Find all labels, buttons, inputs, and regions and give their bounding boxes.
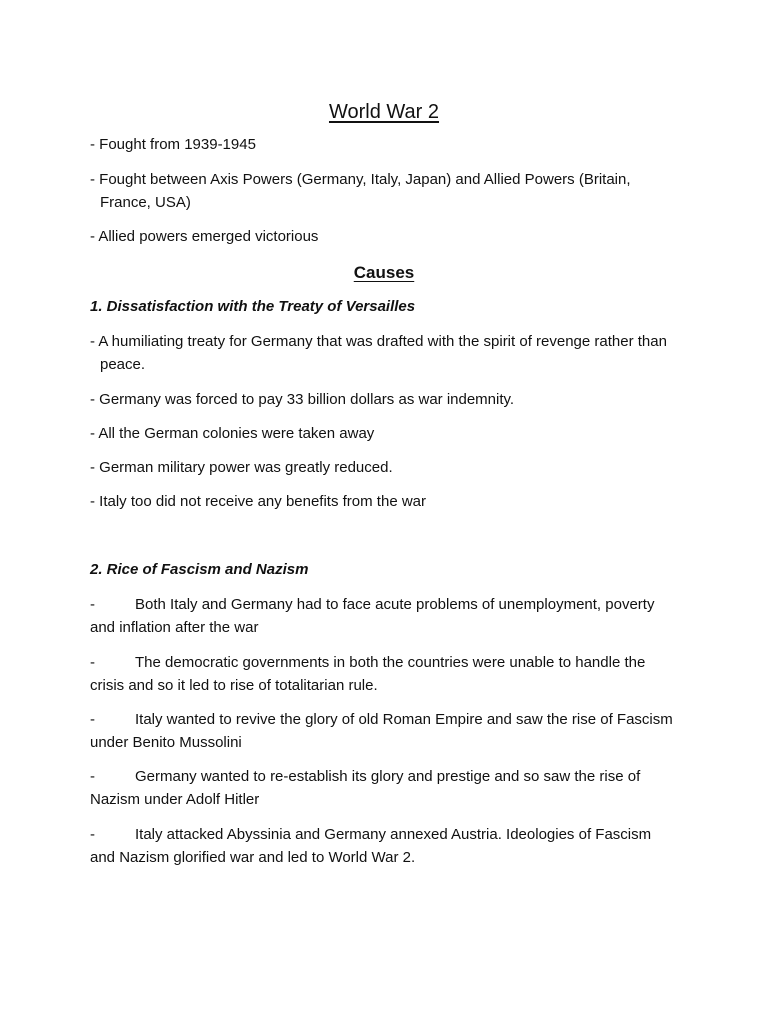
intro-item-1 bbox=[90, 133, 680, 156]
section2-item-1-dash: - bbox=[90, 596, 95, 613]
section2-item-5 bbox=[90, 823, 680, 869]
section2-item-3 bbox=[90, 708, 680, 754]
section1-heading: 1. Dissatisfaction with the Treaty of Versailles bbox=[90, 298, 416, 315]
section1-item-5 bbox=[90, 490, 680, 513]
section2-heading: 2. Rice of Fascism and Nazism bbox=[90, 561, 309, 578]
section2-item-4-text: Germany wanted to re-establish its glory and prestige and so saw the rise of Nazism under Adolf Hitler bbox=[90, 768, 641, 808]
section2-item-4-dash: - bbox=[90, 768, 95, 785]
section1-item-1-text: - A humiliating treaty for Germany that was drafted with the spirit of revenge rather than peace. bbox=[90, 333, 667, 373]
section2-item-2-dash: - bbox=[90, 654, 95, 671]
intro-item-2-text: - Fought between Axis Powers (Germany, Italy, Japan) and Allied Powers (Britain, France, USA) bbox=[90, 171, 631, 211]
section2-item-3-dash: - bbox=[90, 711, 95, 728]
section2-item-1 bbox=[90, 593, 680, 639]
section2-item-1-text: Both Italy and Germany had to face acute problems of unemployment, poverty and inflation after the war bbox=[90, 596, 655, 636]
section2-item-2-text: The democratic governments in both the countries were unable to handle the crisis and so it led to rise of totalitarian rule. bbox=[90, 654, 646, 694]
intro-item-2 bbox=[90, 168, 680, 214]
section2-item-5-dash: - bbox=[90, 826, 95, 843]
section1-item-1 bbox=[90, 330, 680, 376]
section1-item-4 bbox=[90, 456, 680, 479]
intro-item-3-text: - Allied powers emerged victorious bbox=[90, 228, 319, 245]
section1-item-5-text: - Italy too did not receive any benefits from the war bbox=[90, 493, 426, 510]
document-title: World War 2 bbox=[328, 101, 440, 123]
section2-item-2 bbox=[90, 651, 680, 697]
section1-item-4-text: - German military power was greatly reduced. bbox=[90, 459, 393, 476]
section1-item-2 bbox=[90, 388, 680, 411]
causes-heading: Causes bbox=[353, 263, 415, 282]
intro-item-3 bbox=[90, 225, 680, 248]
section1-item-2-text: - Germany was forced to pay 33 billion dollars as war indemnity. bbox=[90, 391, 515, 408]
section2-item-5-text: Italy attacked Abyssinia and Germany annexed Austria. Ideologies of Fascism and Nazism glorified war and led to World War 2. bbox=[90, 826, 652, 866]
intro-item-1-text: - Fought from 1939-1945 bbox=[90, 136, 256, 153]
section2-item-3-text: Italy wanted to revive the glory of old Roman Empire and saw the rise of Fascism under Benito Mussolini bbox=[90, 711, 673, 751]
section2-item-4 bbox=[90, 765, 680, 811]
section1-item-3-text: - All the German colonies were taken away bbox=[90, 425, 375, 442]
section1-item-3 bbox=[90, 422, 680, 445]
